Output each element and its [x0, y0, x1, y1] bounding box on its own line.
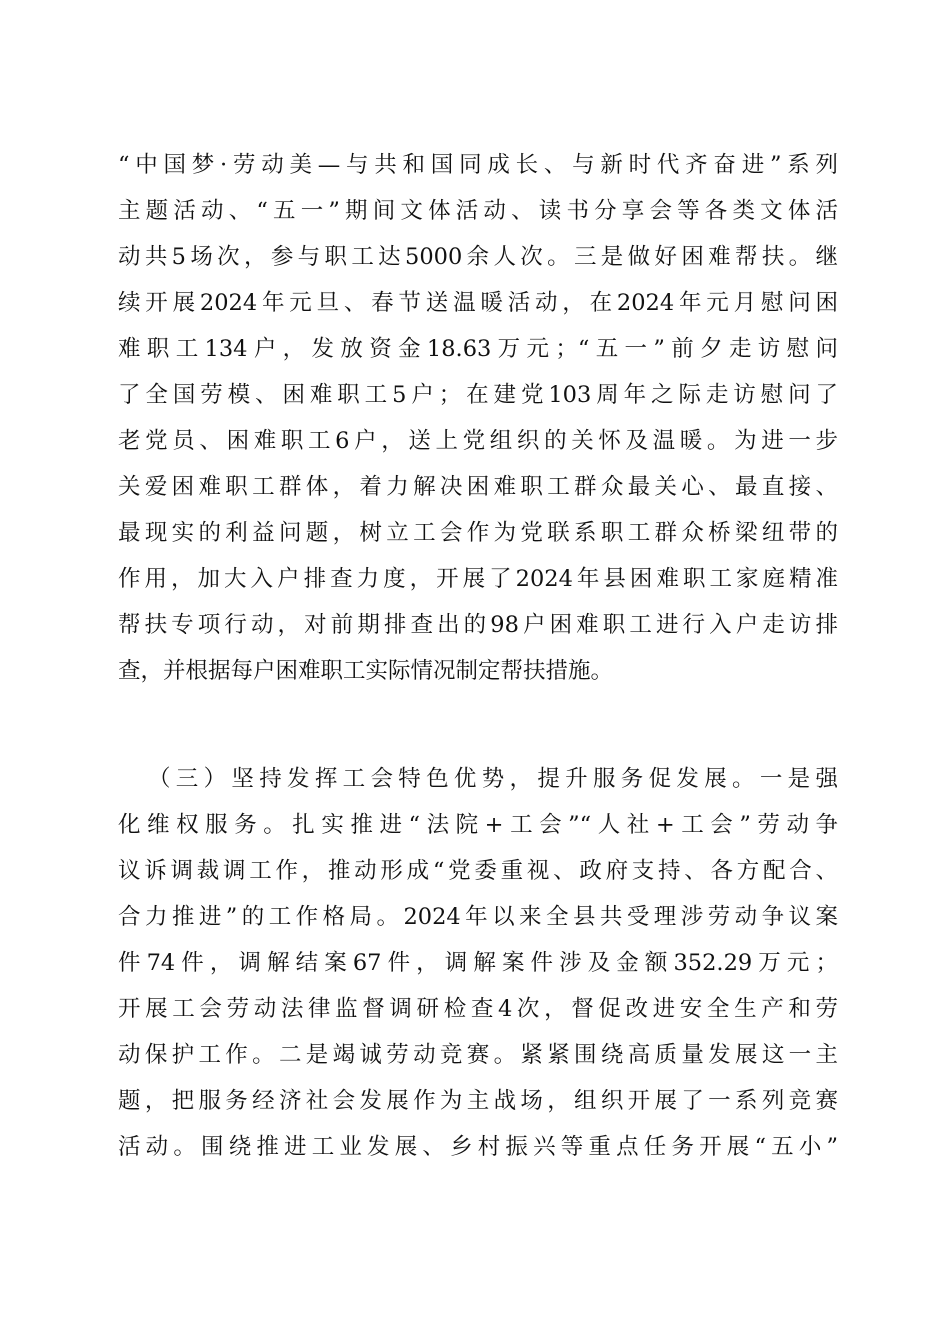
text-line: 作用，加大入户排查力度，开展了2024年县困难职工家庭精准: [118, 566, 838, 592]
text-line: 议诉调裁调工作，推动形成“党委重视、政府支持、各方配合、: [118, 858, 838, 884]
text-line: “中国梦·劳动美—与共和国同成长、与新时代齐奋进”系列: [118, 152, 838, 178]
text-line: 题，把服务经济社会发展作为主战场，组织开展了一系列竞赛: [118, 1088, 838, 1114]
text-line: 难职工134户，发放资金18.63万元；“五一”前夕走访慰问: [118, 336, 838, 362]
text-line: 主题活动、“五一”期间文体活动、读书分享会等各类文体活: [118, 198, 838, 224]
text-line: 老党员、困难职工6户，送上党组织的关怀及温暖。为进一步: [118, 428, 838, 454]
text-line: 活动。围绕推进工业发展、乡村振兴等重点任务开展“五小”: [118, 1134, 838, 1160]
text-line: 续开展2024年元旦、春节送温暖活动，在2024年元月慰问困: [118, 290, 838, 316]
text-line: 关爱困难职工群体，着力解决困难职工群众最关心、最直接、: [118, 474, 838, 500]
section-heading-line: （三）坚持发挥工会特色优势，提升服务促发展。一是强: [148, 766, 838, 792]
text-line: 合力推进”的工作格局。2024年以来全县共受理涉劳动争议案: [118, 904, 838, 930]
text-line: 件74件，调解结案67件，调解案件涉及金额352.29万元；: [118, 950, 838, 976]
paragraph-activities-and-assistance: [118, 142, 838, 694]
text-line: 了全国劳模、困难职工5户；在建党103周年之际走访慰问了: [118, 382, 838, 408]
text-line: 开展工会劳动法律监督调研检查4次，督促改进安全生产和劳: [118, 996, 838, 1022]
text-line: 帮扶专项行动，对前期排查出的98户困难职工进行入户走访排: [118, 612, 838, 638]
text-line: 化维权服务。扎实推进“法院+工会”“人社+工会”劳动争: [118, 812, 838, 838]
text-line: 查，并根据每户困难职工实际情况制定帮扶措施。: [118, 658, 614, 684]
text-line: 最现实的利益问题，树立工会作为党联系职工群众桥梁纽带的: [118, 520, 838, 546]
text-line: 动保护工作。二是竭诚劳动竞赛。紧紧围绕高质量发展这一主: [118, 1042, 838, 1068]
text-line: 动共5场次，参与职工达5000余人次。三是做好困难帮扶。继: [118, 244, 838, 270]
paragraph-union-service-advantages: [118, 756, 838, 1170]
